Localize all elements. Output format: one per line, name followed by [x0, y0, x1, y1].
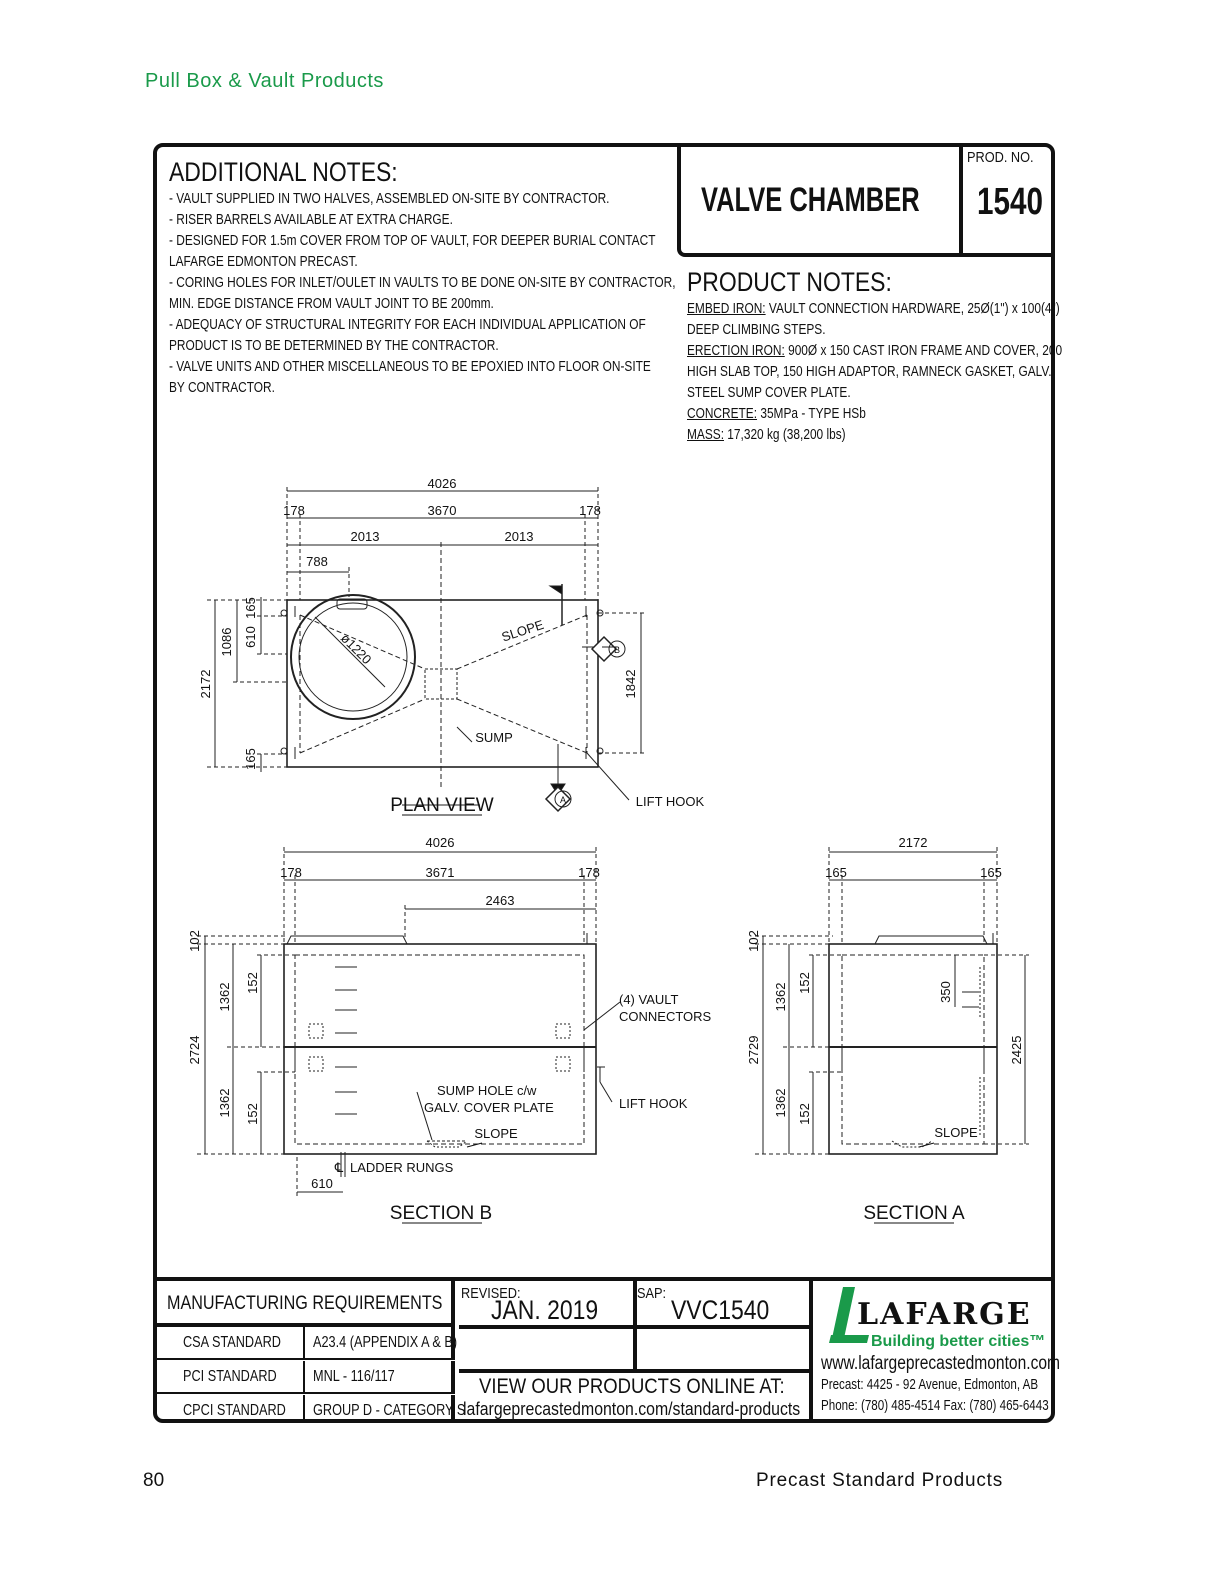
- dim-text: 788: [306, 554, 328, 569]
- title-block-table: [157, 1277, 1061, 1423]
- section-marker-b: B: [613, 645, 621, 655]
- std-key: CSA STANDARD: [183, 1334, 281, 1351]
- section-header: Pull Box & Vault Products: [145, 70, 384, 92]
- table-row: [157, 1361, 455, 1394]
- section-b-title: SECTION B: [389, 1203, 493, 1224]
- dim-text: 152: [797, 972, 812, 994]
- dim-text: 350: [938, 981, 953, 1003]
- dim-text: 2172: [198, 669, 213, 699]
- revised-label: REVISED:: [461, 1285, 521, 1302]
- erection-text: 900Ø x 150 CAST IRON FRAME AND COVER, 200: [784, 343, 1063, 359]
- note-line: - VALVE UNITS AND OTHER MISCELLANEOUS TO BE EPOXIED INTO FLOOR ON-SITE: [169, 359, 651, 375]
- concrete-text: 35MPa - TYPE HSb: [757, 406, 866, 422]
- dim-text: 610: [243, 626, 258, 648]
- note-line: - CORING HOLES FOR INLET/OULET IN VAULTS TO BE DONE ON-SITE BY CONTRACTOR,: [169, 275, 676, 291]
- dim-text: 2172: [898, 835, 928, 850]
- product-notes-title: PRODUCT NOTES:: [687, 267, 892, 297]
- std-key: CPCI STANDARD: [183, 1402, 286, 1419]
- dim-text: 2013: [504, 529, 534, 544]
- dim-text: 152: [245, 972, 260, 994]
- dim-text: 152: [245, 1103, 260, 1125]
- dim-text: 2013: [350, 529, 380, 544]
- dim-text: 102: [187, 930, 202, 952]
- section-a-title: SECTION A: [863, 1203, 965, 1224]
- slope-label: SLOPE: [474, 1126, 518, 1141]
- std-key: PCI STANDARD: [183, 1368, 277, 1385]
- dim-text: 3671: [425, 865, 455, 880]
- logo-tagline: Building better cities™: [871, 1333, 1046, 1350]
- note-line: PRODUCT IS TO BE DETERMINED BY THE CONTRACTOR.: [169, 338, 499, 354]
- note-line: - ADEQUACY OF STRUCTURAL INTEGRITY FOR EACH INDIVIDUAL APPLICATION OF: [169, 317, 646, 333]
- sap-value: VVC1540: [671, 1295, 770, 1325]
- std-value: GROUP D - CATEGORY S: [313, 1402, 466, 1419]
- prod-no-label: PROD. NO.: [967, 149, 1034, 166]
- dim-text: 1362: [773, 982, 788, 1012]
- divider: [459, 1369, 809, 1373]
- embed-text: VAULT CONNECTION HARDWARE, 25Ø(1") x 100(4"): [765, 301, 1060, 317]
- table-row: [157, 1327, 458, 1360]
- connectors-label-2: CONNECTORS: [619, 1009, 712, 1024]
- erection-text-2: HIGH SLAB TOP, 150 HIGH ADAPTOR, RAMNECK GASKET, GALV.: [687, 364, 1052, 380]
- section-marker-a: A: [559, 795, 567, 805]
- dim-text: 178: [283, 503, 305, 518]
- mass-label: MASS:: [687, 427, 725, 443]
- sump-hole-label: SUMP HOLE c/w: [437, 1083, 537, 1098]
- embed-label: EMBED IRON:: [687, 301, 766, 317]
- note-line: - RISER BARRELS AVAILABLE AT EXTRA CHARGE.: [169, 212, 453, 228]
- dim-text: 165: [980, 865, 1002, 880]
- sap-label: SAP:: [637, 1285, 667, 1302]
- note-line: - DESIGNED FOR 1.5m COVER FROM TOP OF VAULT, FOR DEEPER BURIAL CONTACT: [169, 233, 656, 249]
- mfg-requirements-header: [157, 1281, 455, 1327]
- mass-text: 17,320 kg (38,200 lbs): [724, 427, 846, 443]
- dim-text: 178: [578, 865, 600, 880]
- dim-text: 165: [243, 748, 258, 770]
- page-number: 80: [143, 1470, 165, 1491]
- dim-text: 1362: [217, 1088, 232, 1118]
- sump-label: SUMP: [475, 730, 513, 745]
- section-b: [197, 847, 620, 1197]
- table-row: [157, 1395, 466, 1423]
- note-line: MIN. EDGE DISTANCE FROM VAULT JOINT TO BE 200mm.: [169, 296, 494, 312]
- cover-diameter: ø1220: [337, 630, 375, 668]
- lift-hook-label: LIFT HOOK: [619, 1096, 688, 1111]
- lafarge-logo-block: [809, 1281, 1061, 1423]
- dim-text: 610: [311, 1176, 333, 1191]
- additional-notes-title: ADDITIONAL NOTES:: [169, 157, 398, 187]
- logo-wordmark: LAFARGE: [857, 1297, 1032, 1332]
- sump-hole-label-2: GALV. COVER PLATE: [424, 1100, 554, 1115]
- dim-text: 178: [579, 503, 601, 518]
- slope-label: SLOPE: [934, 1125, 978, 1140]
- plan-view-title: PLAN VIEW: [390, 795, 494, 816]
- products-url[interactable]: lafargeprecastedmonton.com/standard-products: [463, 1399, 801, 1419]
- slope-label: SLOPE: [499, 616, 546, 645]
- erection-text-3: STEEL SUMP COVER PLATE.: [687, 385, 851, 401]
- lift-hook-label: LIFT HOOK: [635, 794, 705, 809]
- connectors-label: (4) VAULT: [619, 992, 679, 1007]
- dim-text: 4026: [427, 476, 457, 491]
- engineering-drawings: [157, 147, 1051, 1277]
- address: Precast: 4425 - 92 Avenue, Edmonton, AB: [821, 1377, 1039, 1393]
- embed-text-2: DEEP CLIMBING STEPS.: [687, 322, 826, 338]
- dim-text: 3670: [427, 503, 457, 518]
- concrete-label: CONCRETE:: [687, 406, 758, 422]
- note-line: - VAULT SUPPLIED IN TWO HALVES, ASSEMBLED ON-SITE BY CONTRACTOR.: [169, 191, 610, 207]
- dim-text: 1362: [773, 1088, 788, 1118]
- plan-view: [207, 487, 645, 811]
- dim-text: 165: [243, 597, 258, 619]
- dim-text: 178: [280, 865, 302, 880]
- website-link[interactable]: www.lafargeprecastedmonton.com: [821, 1353, 1061, 1374]
- note-line: BY CONTRACTOR.: [169, 380, 275, 396]
- dim-text: 152: [797, 1103, 812, 1125]
- dim-text: 4026: [425, 835, 455, 850]
- ladder-rungs-label: LADDER RUNGS: [350, 1160, 454, 1175]
- dim-text: 165: [825, 865, 847, 880]
- dim-text: 2463: [485, 893, 515, 908]
- dim-text: 1362: [217, 982, 232, 1012]
- view-products-label: VIEW OUR PRODUCTS ONLINE AT:: [479, 1375, 785, 1398]
- mfg-requirements-title: MANUFACTURING REQUIREMENTS: [167, 1293, 443, 1314]
- std-value: A23.4 (APPENDIX A & B): [313, 1334, 458, 1351]
- revised-value: JAN. 2019: [491, 1295, 599, 1325]
- erection-label: ERECTION IRON:: [687, 343, 785, 359]
- dim-text: 1842: [623, 669, 638, 699]
- footer-title: Precast Standard Products: [756, 1470, 1004, 1491]
- dim-text: 2425: [1009, 1035, 1024, 1065]
- dim-text: 2729: [746, 1035, 761, 1065]
- product-name: VALVE CHAMBER: [701, 181, 920, 219]
- note-line: LAFARGE EDMONTON PRECAST.: [169, 254, 358, 270]
- std-value: MNL - 116/117: [313, 1368, 395, 1385]
- prod-no: 1540: [977, 181, 1043, 223]
- dim-text: 102: [746, 930, 761, 952]
- centerline-symbol: ℄: [334, 1160, 344, 1175]
- phone-fax: Phone: (780) 485-4514 Fax: (780) 465-6443: [821, 1398, 1049, 1414]
- dim-text: 1086: [219, 627, 234, 657]
- drawing-sheet: [153, 143, 1063, 1423]
- dim-text: 2724: [187, 1035, 202, 1065]
